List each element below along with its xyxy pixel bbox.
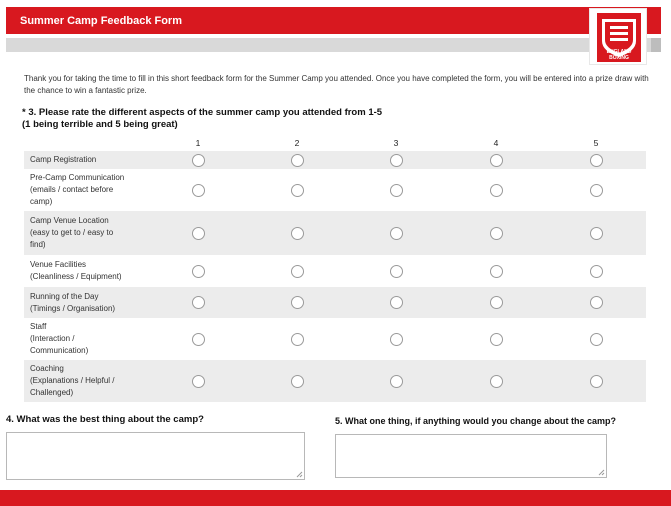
rating-row-label-line: camp) <box>30 197 53 206</box>
rating-row <box>24 169 646 211</box>
rating-radio-5[interactable] <box>590 375 603 388</box>
rating-row-label-line: (emails / contact before <box>30 185 114 194</box>
rating-row-label-line: Camp Venue Location <box>30 216 109 225</box>
rating-radio-5[interactable] <box>590 265 603 278</box>
rating-radio-1[interactable] <box>192 184 205 197</box>
question-5-textarea[interactable] <box>335 434 607 478</box>
form-title: Summer Camp Feedback Form <box>20 15 182 27</box>
rating-row <box>24 360 646 402</box>
rating-row <box>24 211 646 255</box>
rating-row-label-line: Pre-Camp Communication <box>30 173 125 182</box>
rating-radio-1[interactable] <box>192 154 205 167</box>
logo-text-england: ENGLAND <box>606 49 632 55</box>
rating-row-label-line: Camp Registration <box>30 155 97 164</box>
rating-row-label <box>30 215 113 251</box>
rating-radio-3[interactable] <box>390 333 403 346</box>
rating-radio-2[interactable] <box>291 333 304 346</box>
rating-radio-1[interactable] <box>192 265 205 278</box>
rating-row <box>24 287 646 318</box>
rating-radio-3[interactable] <box>390 375 403 388</box>
rating-radio-5[interactable] <box>590 333 603 346</box>
rating-radio-4[interactable] <box>490 154 503 167</box>
rating-row-label <box>30 291 115 315</box>
rating-radio-4[interactable] <box>490 375 503 388</box>
subbar-scroll-indicator <box>651 38 661 52</box>
rating-column-header: 2 <box>294 138 300 148</box>
rating-row-label-line: Running of the Day <box>30 292 99 301</box>
rating-row-label <box>30 259 122 283</box>
footer-bar <box>0 490 671 506</box>
rating-row-label-line: (easy to get to / easy to <box>30 228 114 237</box>
england-boxing-logo <box>589 8 647 65</box>
rating-row-label-line: Coaching <box>30 364 64 373</box>
rating-radio-5[interactable] <box>590 184 603 197</box>
rating-radio-1[interactable] <box>192 333 205 346</box>
rating-radio-4[interactable] <box>490 333 503 346</box>
rating-radio-3[interactable] <box>390 265 403 278</box>
rating-radio-3[interactable] <box>390 154 403 167</box>
rating-row-label-line: Communication) <box>30 346 89 355</box>
rating-radio-5[interactable] <box>590 154 603 167</box>
header-subbar <box>6 38 661 52</box>
rating-radio-2[interactable] <box>291 227 304 240</box>
question-3-line2: (1 being terrible and 5 being great) <box>22 119 178 130</box>
rating-row-label <box>30 172 124 208</box>
rating-radio-2[interactable] <box>291 184 304 197</box>
rating-radio-3[interactable] <box>390 296 403 309</box>
rating-column-header: 5 <box>593 138 599 148</box>
rating-row-label-line: (Explanations / Helpful / <box>30 376 115 385</box>
rating-row-label <box>30 363 115 399</box>
rating-column-header: 3 <box>393 138 399 148</box>
question-3-line1: * 3. Please rate the different aspects of the summer camp you attended from 1-5 <box>22 107 383 118</box>
rating-radio-4[interactable] <box>490 265 503 278</box>
rating-radio-4[interactable] <box>490 227 503 240</box>
rating-radio-3[interactable] <box>390 227 403 240</box>
rating-row-label-line: (Timings / Organisation) <box>30 304 116 313</box>
rating-row-label-line: Venue Facilities <box>30 260 87 269</box>
rating-column-header: 4 <box>493 138 499 148</box>
resize-grip-icon[interactable] <box>597 468 605 476</box>
rating-radio-4[interactable] <box>490 184 503 197</box>
rating-radio-1[interactable] <box>192 227 205 240</box>
rating-row <box>24 318 646 360</box>
rating-radio-4[interactable] <box>490 296 503 309</box>
rating-radio-2[interactable] <box>291 296 304 309</box>
rating-radio-1[interactable] <box>192 296 205 309</box>
rating-row-label-line: (Cleanliness / Equipment) <box>30 272 122 281</box>
rating-radio-2[interactable] <box>291 375 304 388</box>
rating-row <box>24 151 646 169</box>
rating-radio-1[interactable] <box>192 375 205 388</box>
rating-radio-2[interactable] <box>291 265 304 278</box>
rating-row-label <box>30 154 96 166</box>
intro-text: Thank you for taking the time to fill in this short feedback form for the Summer Camp you attended. Once you have completed the form, you will be entered into a prize draw with the chance to win a fantastic prize. <box>24 74 649 95</box>
question-4-textarea[interactable] <box>6 432 305 480</box>
rating-radio-5[interactable] <box>590 227 603 240</box>
rating-row <box>24 255 646 287</box>
logo-text-boxing: BOXING <box>609 55 629 61</box>
rating-radio-5[interactable] <box>590 296 603 309</box>
rating-row-label-line: Staff <box>30 322 47 331</box>
question-4-label: 4. What was the best thing about the camp? <box>6 414 204 425</box>
rating-column-header: 1 <box>195 138 201 148</box>
form-header-bar <box>6 7 661 34</box>
rating-row-label-line: (Interaction / <box>30 334 75 343</box>
question-3-title <box>22 107 382 131</box>
resize-grip-icon[interactable] <box>295 470 303 478</box>
rating-row-label-line: Challenged) <box>30 388 74 397</box>
rating-radio-3[interactable] <box>390 184 403 197</box>
rating-radio-2[interactable] <box>291 154 304 167</box>
rating-row-label <box>30 321 88 357</box>
question-5-label: 5. What one thing, if anything would you change about the camp? <box>335 416 616 426</box>
rating-row-label-line: find) <box>30 240 46 249</box>
